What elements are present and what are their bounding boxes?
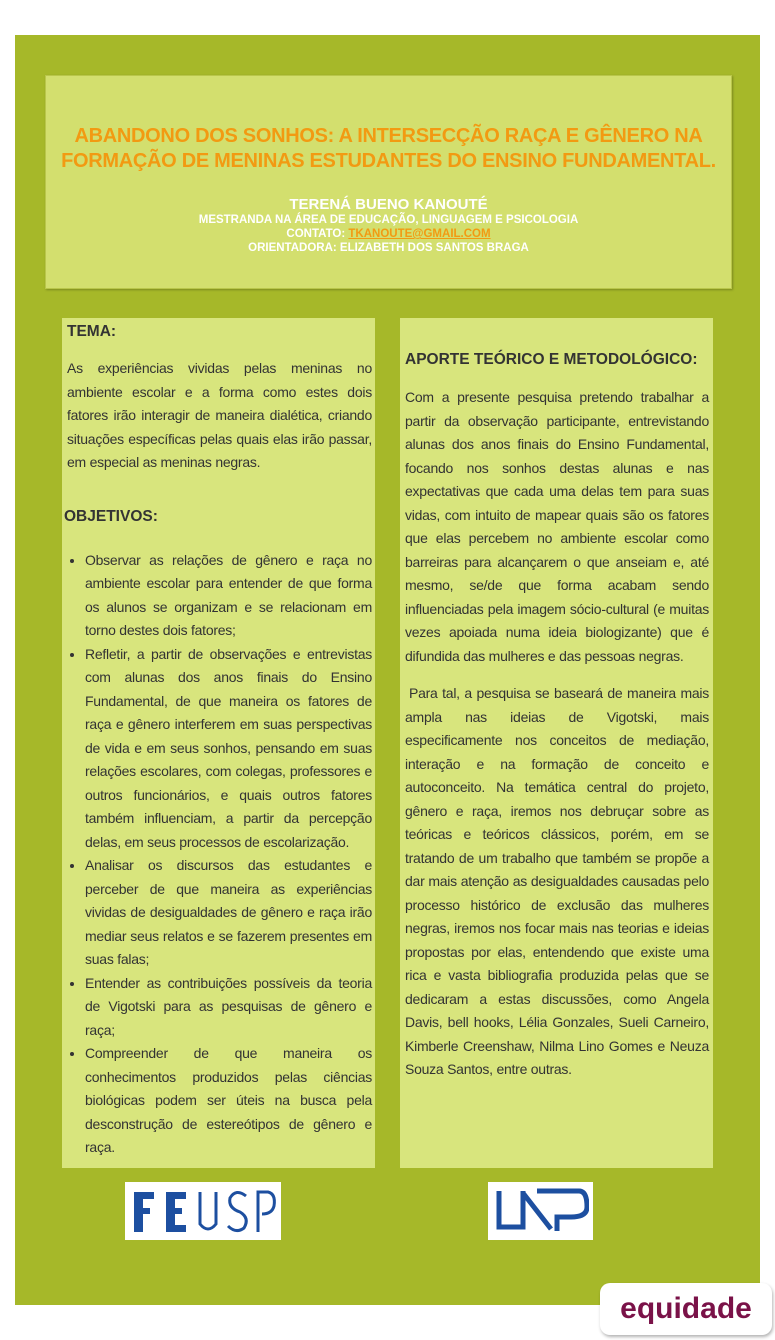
contact-label: CONTATO: <box>286 228 349 240</box>
right-column <box>400 318 713 1168</box>
objetivos-heading: OBJETIVOS: <box>64 507 158 525</box>
aporte-paragraph: Para tal, a pesquisa se baseará de maneira mais ampla nas ideias de Vigotski, mais especificamente nos conceitos de mediação, interação e na formação de conceito e autoconceito. Na temática central do projeto, gênero e raça, iremos nos debruçar sobre as teóricas e teóricos clássicos, porém, em se tratando de um trabalho que também se propõe a dar mais atenção as desigualdades causadas pelo processo histórico de exclusão das mulheres negras, iremos nos focar mais nas teorias e ideias propostas por elas, entendendo que existe uma rica e vasta bibliografia produzida pelas que se dedicaram a estas discussões, como Angela Davis, bell hooks, Lélia Gonzales, Sueli Carneiro, Kimberle Creenshaw, Nilma Lino Gomes e Neuza Souza Santos, entre outras. <box>405 685 709 1077</box>
feusp-logo <box>125 1182 281 1240</box>
equidade-logo-text: equidade <box>620 1292 752 1325</box>
objetivo-item: • Observar as relações de gênero e raça no ambiente escolar para entender de que forma os alunos se organizam e se relacionam em torno destes dois fatores; <box>85 549 372 643</box>
left-column <box>62 318 375 1168</box>
equidade-logo <box>600 1283 772 1335</box>
poster-background <box>15 35 760 1305</box>
feusp-logo-graphic <box>128 1186 278 1236</box>
advisor: ORIENTADORA: ELIZABETH DOS SANTOS BRAGA <box>248 242 529 254</box>
contact-line <box>46 227 731 241</box>
objetivos-list <box>67 549 372 1160</box>
tema-heading: TEMA: <box>67 323 117 340</box>
usp-logo-graphic <box>493 1187 589 1235</box>
tema-text: As experiências vividas pelas meninas no ambiente escolar e a forma como estes dois fatores irão interagir de maneira dialética, criando situações específicas pelas quais elas irão passar, em especial as meninas negras. <box>67 360 372 470</box>
poster-title: ABANDONO DOS SONHOS: A INTERSECÇÃO RAÇA E GÊNERO NA FORMAÇÃO DE MENINAS ESTUDANTES DO ENSINO FUNDAMENTAL. <box>61 125 716 172</box>
aporte-heading: APORTE TEÓRICO E METODOLÓGICO: <box>405 351 698 368</box>
objetivo-item: • Entender as contribuições possíveis da teoria de Vigotski para as pesquisas de gênero e raça; <box>85 972 372 1043</box>
contact-email-link[interactable]: TKANOUTE@GMAIL.COM <box>348 228 491 240</box>
usp-logo <box>488 1182 593 1240</box>
author-name: TERENÁ BUENO KANOUTÉ <box>289 196 488 213</box>
objetivo-item: • Analisar os discursos das estudantes e perceber de que maneira as experiências vividas de desigualdades de gênero e raça irão mediar seus relatos e se fazerem presentes em suas falas; <box>85 854 372 972</box>
poster-header <box>45 75 732 289</box>
author-role: MESTRANDA NA ÁREA DE EDUCAÇÃO, LINGUAGEM E PSICOLOGIA <box>198 214 579 226</box>
objetivo-item: • Compreender de que maneira os conhecimentos produzidos pelas ciências biológicas podem ser úteis na busca pela desconstrução de estereótipos de gênero e raça. <box>85 1042 372 1160</box>
objetivo-item: • Refletir, a partir de observações e entrevistas com alunas dos anos finais do Ensino Fundamental, de que maneira os fatores de raça e gênero interferem em suas perspectivas de vida e em seus sonhos, pensando em suas relações escolares, com colegas, professores e outros funcionários, e quais outros fatores também influenciam, a partir da percepção delas, em seus processos de escolarização. <box>85 643 372 855</box>
aporte-paragraph: Com a presente pesquisa pretendo trabalhar a partir da observação participante, entrevistando alunas dos anos finais do Ensino Fundamental, focando nos sonhos destas alunas e nas expectativas que cada uma delas tem para suas vidas, com intuito de mapear quais são os fatores que elas percebem no ambiente escolar como barreiras para alcançarem o que anseiam e, até mesmo, se/de que forma acabam sendo influenciadas pela imagem sócio-cultural (e muitas vezes apoiada numa ideia biologizante) que é difundida das mulheres e das pessoas negras. <box>405 389 709 664</box>
